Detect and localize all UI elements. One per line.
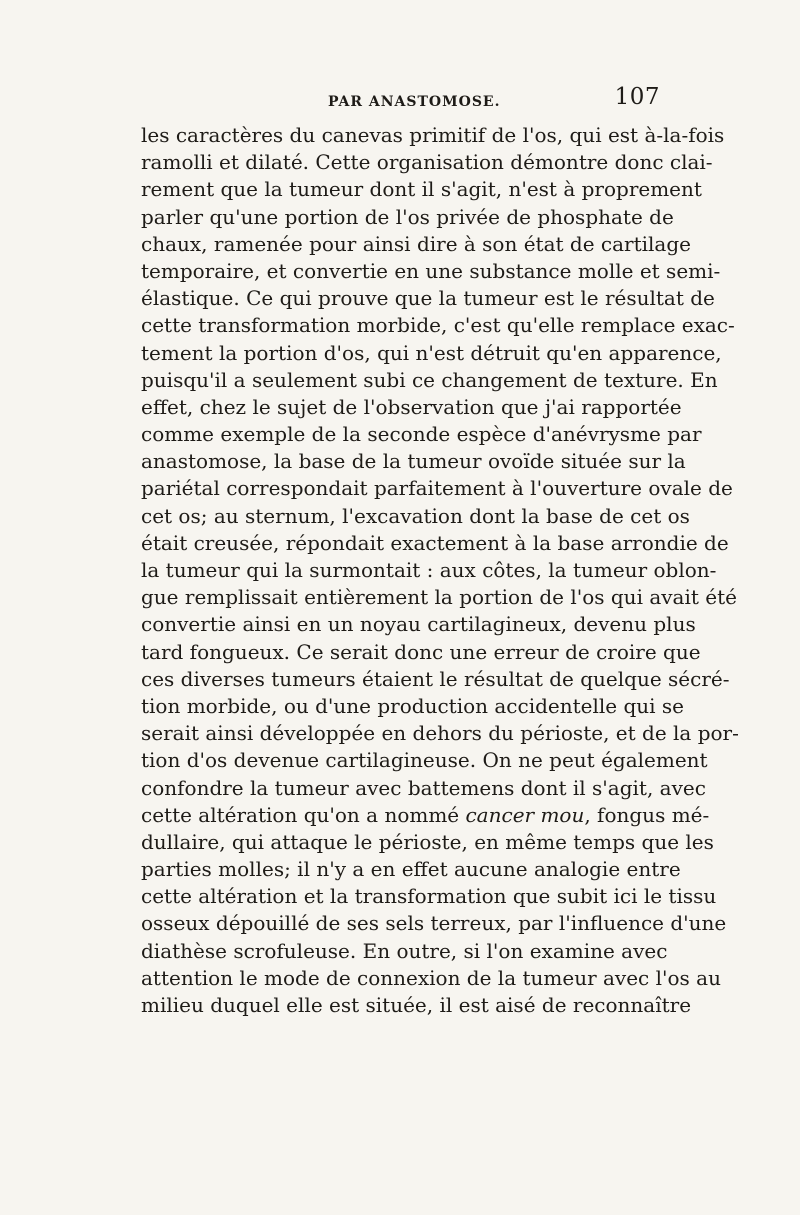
- text-line: convertie ainsi en un noyau cartilagineux, devenu plus: [141, 612, 696, 637]
- body-text: [141, 122, 739, 1019]
- text-line: ramolli et dilaté. Cette organisation démontre donc clai-: [141, 150, 713, 175]
- text-line: tement la portion d'os, qui n'est détruit qu'en apparence,: [141, 340, 722, 365]
- text-line: cet os; au sternum, l'excavation dont la base de cet os: [141, 503, 690, 528]
- text-line: anastomose, la base de la tumeur ovoïde située sur la: [141, 449, 686, 474]
- text-line: serait ainsi développée en dehors du périoste, et de la por-: [141, 721, 739, 746]
- text-line: les caractères du canevas primitif de l'os, qui est à-la-fois: [141, 123, 725, 147]
- text-line: gue remplissait entièrement la portion de l'os qui avait été: [141, 585, 737, 610]
- running-head: [140, 84, 660, 124]
- text-line: tion d'os devenue cartilagineuse. On ne peut également: [141, 748, 708, 773]
- text-line: diathèse scrofuleuse. En outre, si l'on examine avec: [141, 938, 668, 963]
- text-line: pariétal correspondait parfaitement à l'ouverture ovale de: [141, 476, 733, 501]
- text-line: parties molles; il n'y a en effet aucune analogie entre: [141, 857, 681, 882]
- text-line: effet, chez le sujet de l'observation que j'ai rapportée: [141, 394, 682, 419]
- text-line: puisqu'il a seulement subi ce changement de texture. En: [141, 367, 718, 392]
- text-segment: , fongus mé-: [584, 802, 710, 827]
- text-line: osseux dépouillé de ses sels terreux, par l'influence d'une: [141, 911, 727, 936]
- running-title: PAR ANASTOMOSE.: [328, 94, 501, 110]
- text-line-with-italic: [141, 802, 710, 829]
- text-line: parler qu'une portion de l'os privée de phosphate de: [141, 204, 674, 229]
- text-line: attention le mode de connexion de la tumeur avec l'os au: [141, 965, 721, 990]
- text-line: dullaire, qui attaque le périoste, en même temps que les: [141, 829, 714, 854]
- text-line: cette altération et la transformation que subit ici le tissu: [141, 884, 717, 909]
- page-number: 107: [614, 84, 660, 110]
- text-line: temporaire, et convertie en une substance molle et semi-: [141, 258, 721, 283]
- text-line: était creusée, répondait exactement à la base arrondie de: [141, 530, 729, 555]
- text-segment: cette altération qu'on a nommé: [141, 802, 460, 827]
- text-line: confondre la tumeur avec battemens dont il s'agit, avec: [141, 775, 706, 800]
- text-line: chaux, ramenée pour ainsi dire à son état de cartilage: [141, 231, 691, 256]
- text-line: ces diverses tumeurs étaient le résultat de quelque sécré-: [141, 666, 730, 691]
- text-line: milieu duquel elle est située, il est aisé de reconnaître: [141, 993, 692, 1017]
- text-line: rement que la tumeur dont il s'agit, n'est à proprement: [141, 177, 702, 202]
- text-line: tion morbide, ou d'une production accidentelle qui se: [141, 693, 685, 718]
- text-line: comme exemple de la seconde espèce d'anévrysme par: [141, 422, 702, 447]
- text-line: la tumeur qui la surmontait : aux côtes, la tumeur oblon-: [141, 558, 717, 582]
- italic-term: cancer mou: [465, 802, 585, 827]
- text-line: élastique. Ce qui prouve que la tumeur est le résultat de: [141, 286, 715, 311]
- text-line: cette transformation morbide, c'est qu'elle remplace exac-: [141, 313, 735, 338]
- text-line: tard fongueux. Ce serait donc une erreur de croire que: [141, 639, 701, 664]
